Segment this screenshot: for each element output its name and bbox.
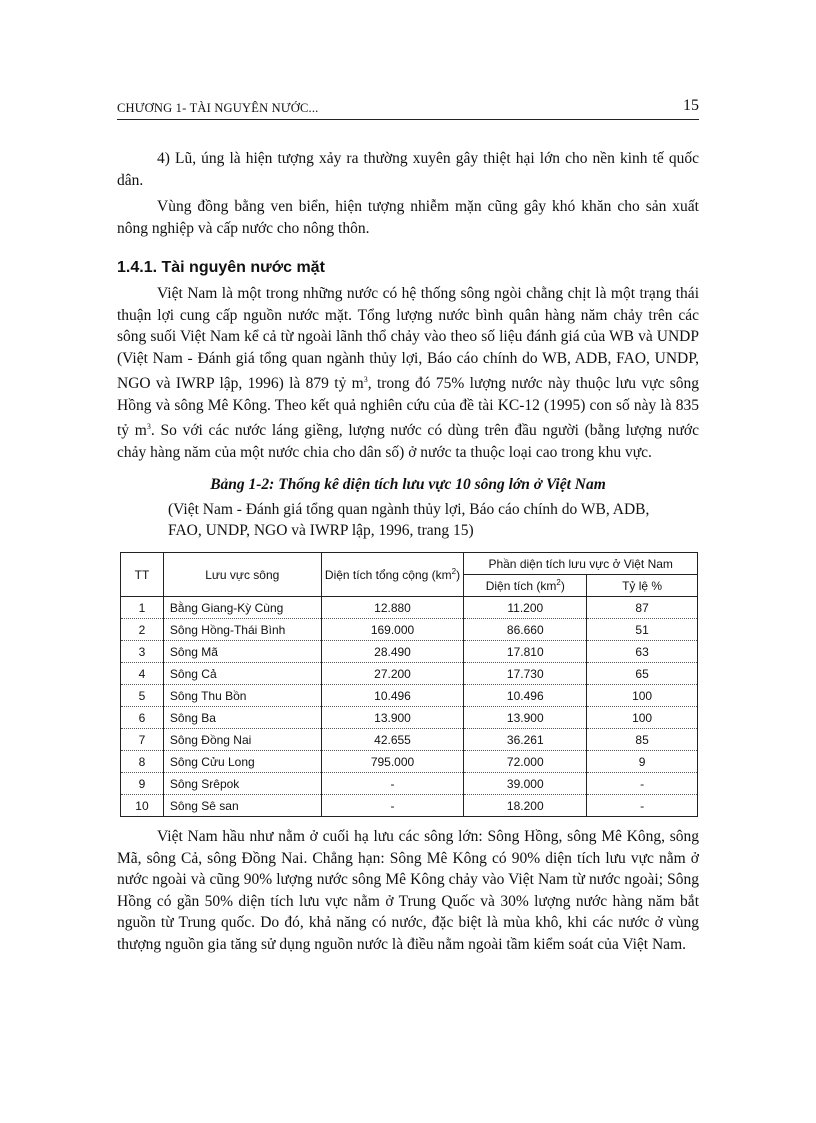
cell-ratio: - [587,795,698,817]
paragraph-flood: 4) Lũ, úng là hiện tượng xảy ra thường xuyên gây thiệt hại lớn cho nền kinh tế quốc dân. [117,150,699,189]
cell-area: 39.000 [464,773,587,795]
cell-total: - [321,773,464,795]
table-row [121,663,698,685]
cell-total: 12.880 [321,597,464,619]
cell-area: 86.660 [464,619,587,641]
cell-ratio: 85 [587,729,698,751]
cell-total: 28.490 [321,641,464,663]
cell-area: 36.261 [464,729,587,751]
cell-ratio: - [587,773,698,795]
cell-ratio: 9 [587,751,698,773]
cell-basin: Sông Đồng Nai [163,729,321,751]
paragraph-salinity: Vùng đồng bằng ven biển, hiện tượng nhiễm mặn cũng gây khó khăn cho sản xuất nông nghiệp và cấp nước cho nông thôn. [117,198,699,237]
cell-tt: 4 [121,663,164,685]
paragraph-part-a: Việt Nam là một trong những nước có hệ thống sông ngòi chằng chịt là một trạng thái thuận lợi cung cấp nguồn nước mặt. Tổng lượng nước bình quân hàng năm chảy trên các sông suối Việt Nam kể cả từ ngoài lãnh thổ chảy vào theo số liệu đánh giá của WB và UNDP (Việt Nam - Đánh giá tổng quan ngành thủy lợi, Báo cáo chính do WB, ADB, FAO, UNDP, NGO và IWRP lập, 1996) là 879 tỷ m [117,285,699,393]
cell-tt: 2 [121,619,164,641]
header-total-area-label: Diện tích tổng cộng (km [324,568,452,582]
paragraph-downstream: Việt Nam hầu như nằm ở cuối hạ lưu các sông lớn: Sông Hồng, sông Mê Kông, sông Mã, sông Cả, sông Đồng Nai. Chẳng hạn: Sông Mê Kông có 90% diện tích lưu vực nằm ở nước ngoài và cũng 90% lượng nước sông Mê Kông chảy vào Việt Nam từ nước ngoài; Sông Hồng có gần 50% diện tích lưu vực nằm ở Trung Quốc và 30% lượng nước hàng năm bắt nguồn từ Trung quốc. Do đó, khả năng có nước, đặc biệt là mùa khô, khi các nước ở vùng thượng nguồn gia tăng sử dụng nguồn nước là điều nằm ngoài tầm kiểm soát của Việt Nam. [117,828,699,953]
cell-basin: Sông Thu Bồn [163,685,321,707]
cell-tt: 8 [121,751,164,773]
cell-basin: Sông Ba [163,707,321,729]
table-row [121,685,698,707]
cell-ratio: 51 [587,619,698,641]
cell-area: 17.810 [464,641,587,663]
paren: ) [456,568,461,582]
cell-basin: Sông Cửu Long [163,751,321,773]
cell-total: 10.496 [321,685,464,707]
header-vn-part: Phần diện tích lưu vực ở Việt Nam [464,553,698,575]
cell-basin: Sông Sê san [163,795,321,817]
cell-area: 10.496 [464,685,587,707]
header-area [464,575,587,597]
cell-basin: Sông Mã [163,641,321,663]
cell-area: 72.000 [464,751,587,773]
page-number: 15 [683,97,699,114]
cell-basin: Sông Srêpok [163,773,321,795]
cell-total: 795.000 [321,751,464,773]
cell-ratio: 87 [587,597,698,619]
cell-basin: Sông Hồng-Thái Bình [163,619,321,641]
cell-area: 11.200 [464,597,587,619]
cell-tt: 3 [121,641,164,663]
cell-ratio: 65 [587,663,698,685]
cell-tt: 5 [121,685,164,707]
page-header [117,95,699,120]
cell-tt: 9 [121,773,164,795]
cell-total: 27.200 [321,663,464,685]
cell-tt: 10 [121,795,164,817]
header-basin: Lưu vực sông [163,553,321,597]
table-row [121,773,698,795]
cell-area: 17.730 [464,663,587,685]
cell-total: 169.000 [321,619,464,641]
cell-total: 42.655 [321,729,464,751]
cell-tt: 7 [121,729,164,751]
paragraph-surface-water [117,283,699,463]
table-row [121,641,698,663]
superscript: 2 [556,578,561,587]
superscript: 3 [146,422,151,432]
cell-basin: Sông Cả [163,663,321,685]
table-caption: Bảng 1-2: Thống kê diện tích lưu vực 10 sông lớn ở Việt Nam [210,476,606,493]
table-row [121,795,698,817]
table-row [121,751,698,773]
cell-total: 13.900 [321,707,464,729]
table-row [121,729,698,751]
table-row [121,707,698,729]
paragraph-part-b: , trong đó 75% lượng nước này thuộc lưu vực sông Hồng và sông Mê Kông. Theo kết quả nghiên cứu của đề tài KC-12 (1995) con số này là 835 tỷ m [117,375,699,440]
superscript: 2 [451,567,457,576]
header-ratio: Tỷ lệ % [587,575,698,597]
superscript: 3 [363,375,368,384]
cell-area: 13.900 [464,707,587,729]
cell-ratio: 100 [587,685,698,707]
table-source: (Việt Nam - Đánh giá tổng quan ngành thủy lợi, Báo cáo chính do WB, ADB, FAO, UNDP, NGO và IWRP lập, 1996, trang 15) [168,501,650,539]
chapter-title: CHƯƠNG 1- TÀI NGUYÊN NƯỚC... [117,101,319,115]
cell-tt: 1 [121,597,164,619]
cell-tt: 6 [121,707,164,729]
header-tt: TT [121,553,164,597]
section-heading: 1.4.1. Tài nguyên nước mặt [117,259,325,276]
cell-area: 18.200 [464,795,587,817]
cell-ratio: 63 [587,641,698,663]
table-row [121,597,698,619]
cell-basin: Bằng Giang-Kỳ Cùng [163,597,321,619]
header-total-area [321,553,464,597]
cell-ratio: 100 [587,707,698,729]
paragraph-part-c: . So với các nước láng giềng, lượng nước có dùng trên đầu người (bằng lượng nước chảy hàng năm của một nước chia cho dân số) ở nước ta thuộc loại cao trong khu vực. [117,422,699,461]
river-basin-table [120,552,698,817]
header-area-label: Diện tích (km [485,579,557,593]
paren: ) [560,579,565,593]
table-row [121,619,698,641]
cell-total: - [321,795,464,817]
